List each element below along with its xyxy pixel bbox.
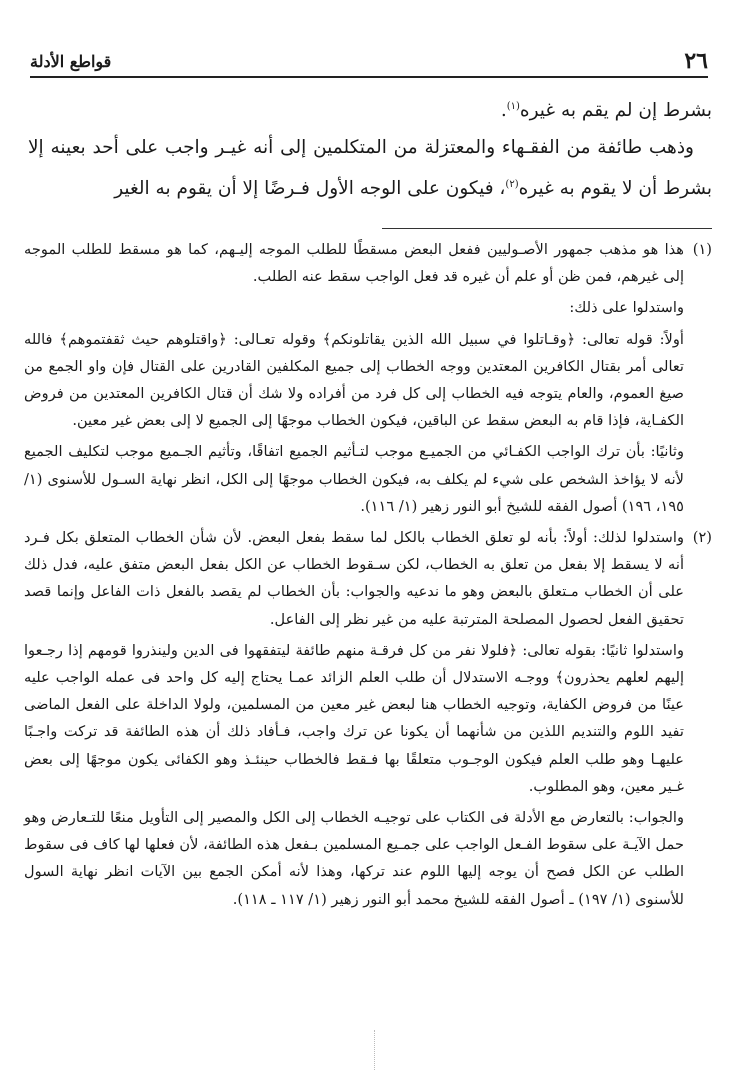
- footnotes: [24, 236, 712, 913]
- page-number: ٢٦: [684, 48, 708, 74]
- footnote-1-intro-text: هذا هو مذهب جمهور الأصـوليين ففعل البعض مسقطًا للطلب الموجه إليـهم، كما هو مسقط للطلب الموجه إلى غيرهم، فمن ظن أو علم أن غيره قد فعل الواجب سقط عنه الطلب.: [24, 241, 684, 286]
- header-rule: [30, 76, 708, 78]
- page-header: [30, 44, 708, 78]
- footnote-separator: [382, 228, 712, 229]
- footnote-1-evidence-intro: واستدلوا على ذلك:: [569, 299, 684, 317]
- main-paragraph-2: [28, 129, 712, 207]
- footnote-ref-2[interactable]: (٢): [505, 179, 519, 191]
- running-title: قواطع الأدلة: [30, 52, 112, 71]
- footnote-1-first-evidence: أولاً: قوله تعالى: ﴿وقـاتلوا في سبيل الله الذين يقاتلونكم﴾ وقوله تعـالى: ﴿واقتلوهم حيث ثقفتموهم﴾ فالله تعالى أمر بقتال الكافرين المعتدين ووجه الخطاب إلى جميع المكلفين القادرين على القتال فإن واو الجمع من صيغ العموم، والعام يتوجه فيه الخطاب إلى كل فرد من أفراده ولا شك أن قتال الكافرين المعتدين من فروض الكفـاية، فإذا قام به البعض سقط عن الباقين، فيكون الخطاب موجهًا إلى الجميع لا إلى بعض غير معين.: [24, 330, 684, 430]
- main-text: [28, 88, 712, 207]
- footnote-ref-1[interactable]: (١): [506, 101, 520, 112]
- main-line-1-end: .: [500, 100, 507, 122]
- main-line-1-text: بشرط إن لم يقم به غيره: [519, 100, 712, 122]
- footnote-2-number: (٢): [692, 529, 712, 547]
- scan-mark: [374, 1030, 376, 1070]
- footnote-2-first-text: واستدلوا لذلك: أولاً: بأنه لو تعلق الخطاب بالكل لما سقط بفعل البعض. لأن شأن الخطاب المتعلق بكل فـرد أنه لا يسقط إلا بفعل من تعلق به الخطاب، لكن سـقوط الخطاب عن الكل بفعل البعض متفق عليه، فدل ذلك على أن الخطاب مـتعلق بالبعض وهو ما ندعيه والجواب: بأن الخطاب لم يقصد بالفعل ذات الفاعل وإنما قصد تحقيق الفعل لحصول المصلحة المترتبة عليه من غير نظر إلى الفاعل.: [24, 529, 684, 628]
- footnote-1-second-evidence: وثانيًا: بأن ترك الواجب الكفـائي من الجميـع موجب لتـأثيم الجميع اتفاقًا، وتأثيم الجـميع موجب لتكليف الجميع لأنه لا يؤاخذ الشخص على شيء لم يكلف به، فيكون الخطاب موجهًا إلى الكل، انظر نهاية السـول للأسنوى (١/ ١٩٥، ١٩٦) أصول الفقه للشيخ أبو النور زهير (١/ ١١٦).: [24, 443, 684, 515]
- main-paragraph-2-end: ، فيكون على الوجه الأول فـرضًا إلا أن يقوم به الغير: [114, 178, 506, 200]
- main-line-1: [28, 88, 712, 129]
- footnote-2-answer: والجواب: بالتعارض مع الأدلة فى الكتاب على توجيـه الخطاب إلى الكل والمصير إلى التأويل منعًا للتـعارض وهو حمل الآيـة على سقوط الفـعل الواجب على جمـيع المسلمين بـفعل هذه الطائفة، لأن فعلها لها كاف فى سقوط الطلب عن الكل فصح أن يوجه إليها اللوم عند تركها، وهذا لأنه أمكن الجمع بين الآيات انظر نهاية السول للأسنوى (١/ ١٩٧) ـ أصول الفقه للشيخ محمد أبو النور زهير (١/ ١١٧ ـ ١١٨).: [24, 809, 684, 908]
- main-paragraph-2-text: وذهب طائفة من الفقـهاء والمعتزلة من المتكلمين إلى أنه غيـر واجب على أحد بعينه إلا بشرط أن لا يقوم به غيره: [28, 137, 712, 200]
- footnote-2-second-evidence: واستدلوا ثانيًا: بقوله تعالى: ﴿فلولا نفر من كل فرقـة منهم طائفة ليتفقهوا فى الدين ولينذروا قومهم إذا رجـعوا إليهم لعلهم يحذرون﴾ ووجـه الاستدلال أن طلب العلم الزائد عمـا يحتاج إليه كل واحد فى عمله الواجب عليه عينًا من فروض الكفاية، وتوجيه الخطاب هنا لبعض غير معين من المسلمين، ولولا الداخلة على الفعل الماضى تفيد اللوم والتنديم اللذين من شأنهما أن يكونا عن ترك واجب، فـأفاد ذلك أن هذه الطائفة قد تركت واجـبًا عليهـا وهو طلب العلم فيكون الوجـوب متعلقًا بها فـقط فالخطاب حينئـذ وهو الكفائى يكون موجهًا إلى بعض غـير معين، وهو المطلوب.: [24, 641, 684, 795]
- footnote-1-intro: [24, 236, 712, 290]
- footnote-1-number: (١): [692, 241, 712, 258]
- footnote-2-first-evidence: [24, 524, 712, 633]
